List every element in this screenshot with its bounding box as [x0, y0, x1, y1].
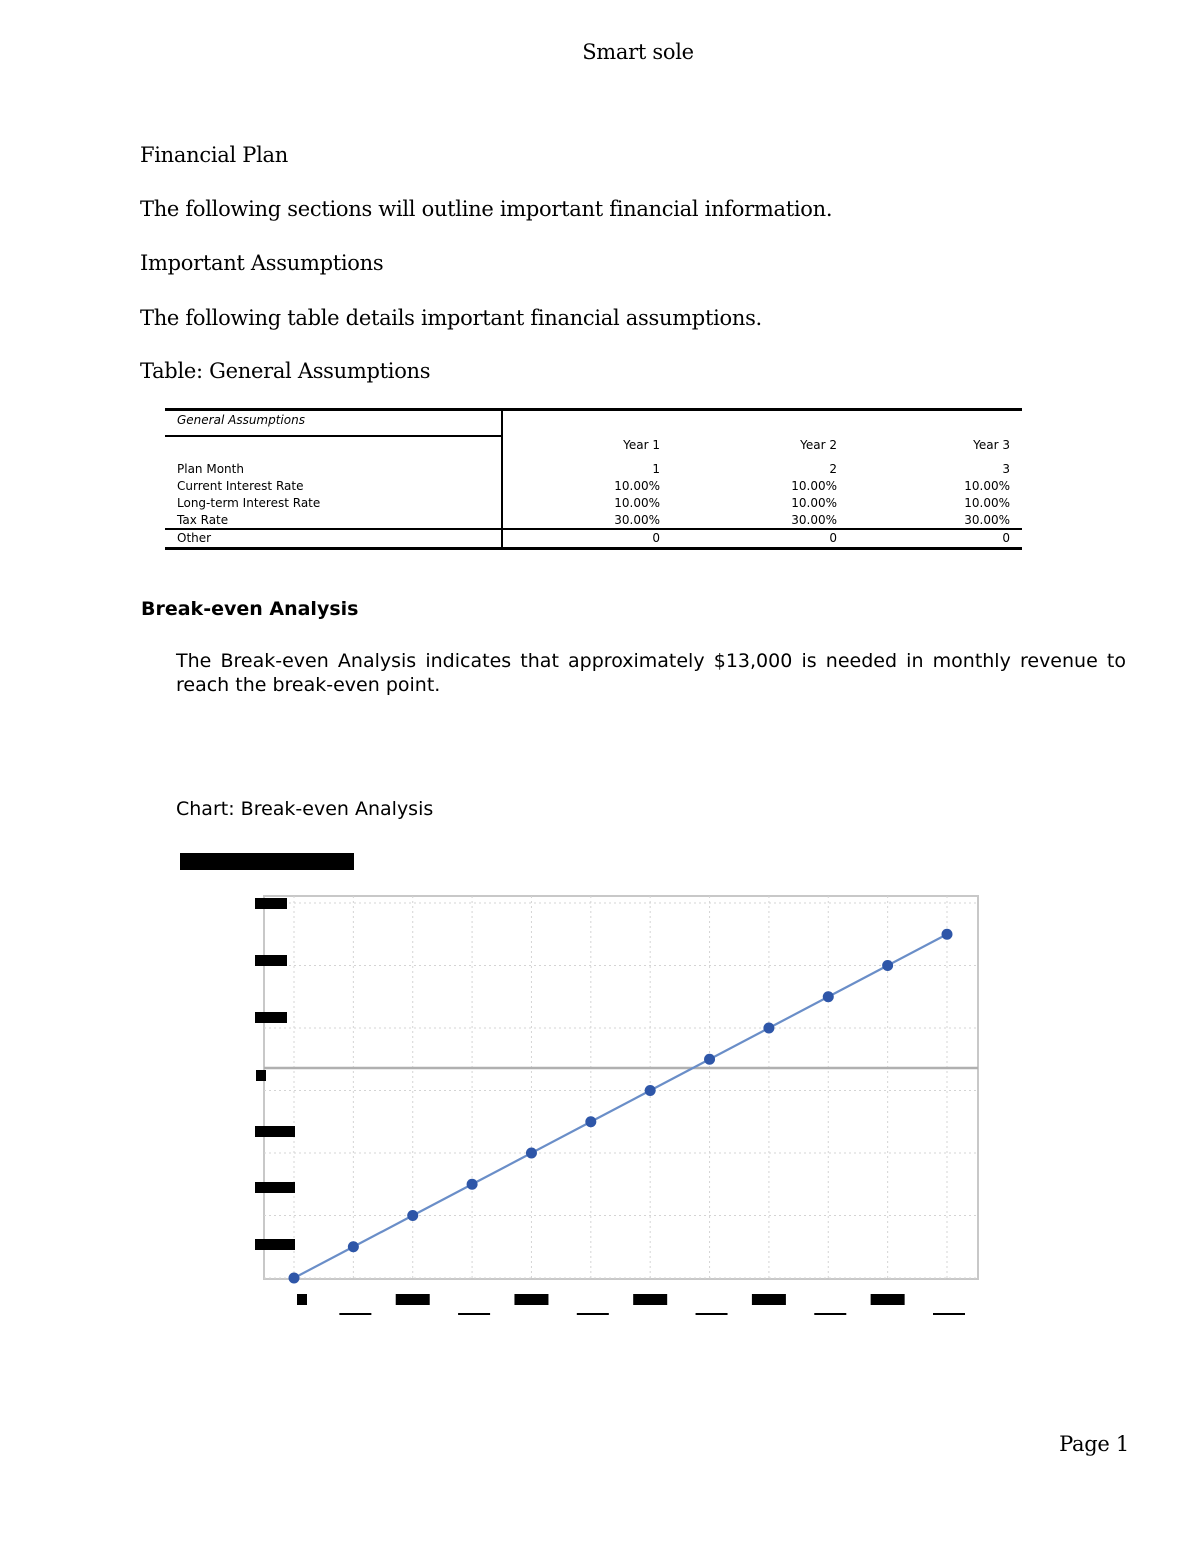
table-bottom-border [165, 547, 1022, 550]
table-cell: 30.00% [791, 513, 837, 527]
table-cell: 10.00% [791, 479, 837, 493]
table-cell: 1 [652, 462, 660, 476]
x-tick-label-redacted [339, 1313, 371, 1315]
chart-caption: Chart: Break-even Analysis [176, 798, 434, 820]
y-tick-label-redacted [255, 1239, 295, 1250]
y-tick-label-redacted [256, 1070, 266, 1081]
table-title-row [165, 412, 1022, 428]
table-cell: 10.00% [791, 496, 837, 510]
x-tick-label-redacted [933, 1313, 965, 1315]
plot-area [264, 896, 978, 1279]
table-cell: 10.00% [614, 496, 660, 510]
table-cell: 0 [829, 531, 837, 545]
x-tick-label-redacted [458, 1313, 490, 1315]
document-header: Smart sole [582, 40, 694, 64]
y-tick-label-redacted [255, 1012, 287, 1023]
table-cell: 2 [829, 462, 837, 476]
y-tick-label-redacted [255, 898, 287, 909]
data-point [348, 1241, 359, 1252]
assumptions-heading: Important Assumptions [140, 251, 384, 275]
data-point [526, 1148, 537, 1159]
table-cell: 0 [652, 531, 660, 545]
data-point [704, 1054, 715, 1065]
table-row [165, 461, 1022, 477]
data-point [585, 1116, 596, 1127]
break-even-chart [170, 840, 1000, 1330]
row-label: Long-term Interest Rate [177, 496, 321, 510]
x-tick-label-redacted [633, 1294, 667, 1305]
x-tick-label-redacted [752, 1294, 786, 1305]
data-point [942, 929, 953, 940]
row-label: Plan Month [177, 462, 244, 476]
redacted-chart-title [180, 853, 354, 870]
y-tick-label-redacted [255, 955, 287, 966]
x-tick-label-redacted [871, 1294, 905, 1305]
data-point [823, 991, 834, 1002]
row-label: Other [177, 531, 212, 545]
table-cell: 10.00% [964, 479, 1010, 493]
table-header-row [165, 437, 1022, 453]
x-tick-label-redacted [396, 1294, 430, 1305]
column-header: Year 2 [800, 438, 837, 452]
financial-plan-title: Financial Plan [140, 143, 288, 167]
data-point [289, 1273, 300, 1284]
table-cell: 30.00% [964, 513, 1010, 527]
table-cell: 0 [1002, 531, 1010, 545]
data-point [763, 1023, 774, 1034]
data-point [882, 960, 893, 971]
intro-paragraph: The following sections will outline important financial information. [140, 197, 833, 221]
row-label: Current Interest Rate [177, 479, 304, 493]
x-tick-label-redacted [814, 1313, 846, 1315]
x-axis-tick-labels [297, 1294, 965, 1315]
table-title: General Assumptions [177, 413, 305, 427]
break-even-paragraph: The Break-even Analysis indicates that approximately $13,000 is needed in monthly revenue to reach the break-even point. [176, 650, 1126, 696]
table-cell: 10.00% [964, 496, 1010, 510]
column-header: Year 3 [973, 438, 1010, 452]
table-top-border [165, 408, 1022, 411]
table-cell: 3 [1002, 462, 1010, 476]
x-tick-label-redacted [577, 1313, 609, 1315]
table-caption: Table: General Assumptions [140, 359, 431, 383]
table-cell: 10.00% [614, 479, 660, 493]
y-tick-label-redacted [255, 1182, 295, 1193]
row-label: Tax Rate [177, 513, 229, 527]
data-point [467, 1179, 478, 1190]
y-tick-label-redacted [255, 1126, 295, 1137]
x-tick-label-redacted [514, 1294, 548, 1305]
column-header: Year 1 [623, 438, 660, 452]
table-footer-row [165, 530, 1022, 546]
break-even-heading: Break-even Analysis [141, 598, 359, 620]
table-cell: 30.00% [614, 513, 660, 527]
page-number: Page 1 [1059, 1432, 1129, 1456]
x-tick-label-redacted [297, 1294, 307, 1305]
table-row [165, 495, 1022, 511]
table-row [165, 512, 1022, 528]
x-tick-label-redacted [696, 1313, 728, 1315]
data-point [645, 1085, 656, 1096]
general-assumptions-table [165, 408, 1022, 550]
table-row [165, 478, 1022, 494]
data-point [407, 1210, 418, 1221]
table-description: The following table details important financial assumptions. [140, 306, 762, 330]
